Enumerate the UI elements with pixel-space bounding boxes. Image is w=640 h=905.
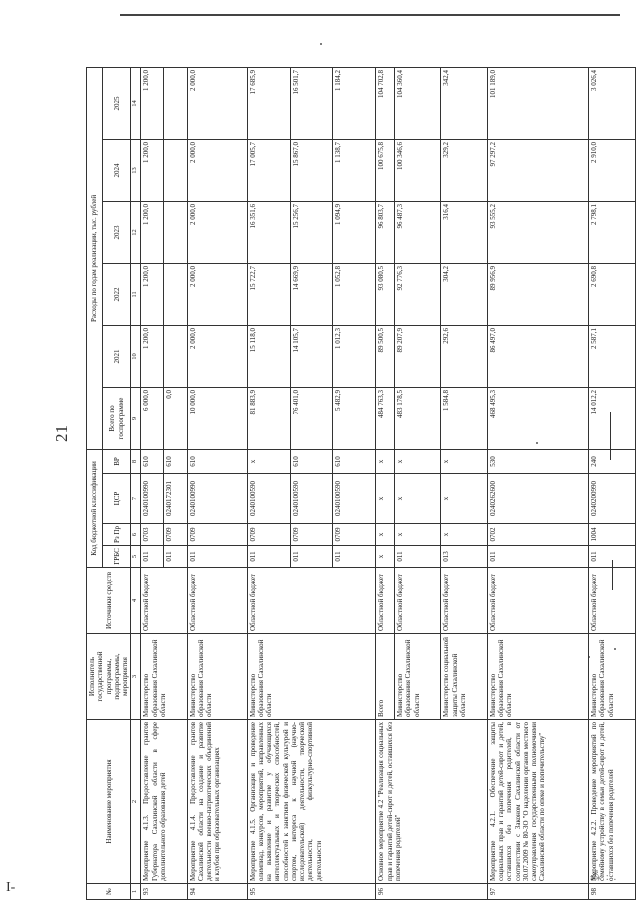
column-number: 2 (131, 720, 141, 884)
row-number: 93 (141, 884, 187, 900)
amount-2023: 1 200,0 (141, 201, 164, 263)
amount-2023: 1 094,9 (333, 201, 376, 263)
executor: Министерство социальной защиты Сахалинской области (441, 634, 487, 720)
grbs-code: 011 (395, 546, 441, 568)
amount-2025: 2 000,0 (187, 67, 247, 139)
funding-source: Областной бюджет (589, 568, 635, 634)
funding-source: Областной бюджет (376, 568, 395, 634)
amount-2024: 329,2 (441, 139, 487, 201)
rzpr-code: 0709 (164, 524, 187, 546)
executor: Всего (376, 634, 395, 720)
amount-2022: 14 669,9 (290, 263, 333, 325)
row-number: 97 (487, 884, 588, 900)
header-grbs: ГРБС (103, 546, 131, 568)
amount-2023: 96 803,7 (376, 201, 395, 263)
amount-2025: 1 200,0 (141, 67, 164, 139)
funding-source: Областной бюджет (395, 568, 441, 634)
vr-code: x (441, 449, 487, 473)
table-row (247, 67, 290, 899)
amount-2022: 93 080,5 (376, 263, 395, 325)
amount-2024: 1 200,0 (141, 139, 164, 201)
measure-name: Мероприятие 4.1.5. Организация и проведение олимпиад, конкурсов, мероприятий, направленных на выявление и развитие у обучающихся интеллектуальных и творческих способностей, способностей к занятиям физической культурой и спортом, интереса к научной (научно-исследовательской) деятельности, творческой деятельности, физкультурно-спортивной деятельности (247, 720, 376, 884)
rzpr-code: 1004 (589, 524, 635, 546)
header-no: № (87, 884, 131, 900)
executor: Министерство образования Сахалинской области (141, 634, 187, 720)
amount-2024: 2 000,0 (187, 139, 247, 201)
amount-2022: 92 776,3 (395, 263, 441, 325)
amount-2021: 1 012,3 (333, 325, 376, 387)
measure-name: Мероприятие 4.1.3. Предоставление грантов Губернатора Сахалинской области в сфере дополнительного образования детей (141, 720, 187, 884)
grbs-code: x (376, 546, 395, 568)
vr-code: x (395, 449, 441, 473)
executor: Министерство образования Сахалинской области (187, 634, 247, 720)
csr-code: x (441, 474, 487, 524)
amount-2021: 1 200,0 (141, 325, 164, 387)
header-rzpr: Рз Пр (103, 524, 131, 546)
vr-code: 610 (333, 449, 376, 473)
executor: Министерство образования Сахалинской области (487, 634, 588, 720)
column-number: 9 (131, 387, 141, 449)
csr-code: x (395, 474, 441, 524)
amount-2025: 104 360,4 (395, 67, 441, 139)
funding-source: Областной бюджет (441, 568, 487, 634)
column-number: 7 (131, 474, 141, 524)
amount-2021: 89 207,9 (395, 325, 441, 387)
total-amount: 483 178,5 (395, 387, 441, 449)
grbs-code: 011 (141, 546, 164, 568)
rzpr-code: 0709 (247, 524, 290, 546)
amount-2025: 16 501,7 (290, 67, 333, 139)
rzpr-code: x (395, 524, 441, 546)
header-vr: ВР (103, 449, 131, 473)
amount-2023: 2 798,1 (589, 201, 635, 263)
funding-source: Областной бюджет (141, 568, 187, 634)
grbs-code: 011 (290, 546, 333, 568)
rzpr-code: 0709 (187, 524, 247, 546)
amount-2022 (164, 263, 187, 325)
amount-2021: 14 105,7 (290, 325, 333, 387)
header-name: Наименование мероприятия (87, 720, 131, 884)
scan-dot (320, 43, 322, 45)
column-number: 12 (131, 201, 141, 263)
total-amount: 81 883,9 (247, 387, 290, 449)
measure-name: Основное мероприятие 4.2 "Реализация социальных прав и гарантий детей-сирот и детей, оставшихся без попечения родителей" (376, 720, 487, 884)
amount-2025 (164, 67, 187, 139)
rotated-table-container (86, 68, 622, 900)
header-executor: Исполнитель государственной программы, подпрограммы, мероприятия (87, 634, 131, 720)
amount-2025: 342,4 (441, 67, 487, 139)
amount-2023: 316,4 (441, 201, 487, 263)
column-number: 6 (131, 524, 141, 546)
csr-code: x (376, 474, 395, 524)
amount-2025: 101 189,0 (487, 67, 588, 139)
vr-code: x (247, 449, 290, 473)
total-amount: 5 482,9 (333, 387, 376, 449)
total-amount: 484 763,3 (376, 387, 395, 449)
column-number: 8 (131, 449, 141, 473)
amount-2023: 15 256,7 (290, 201, 333, 263)
funding-source: Областной бюджет (187, 568, 247, 634)
amount-2024: 15 867,0 (290, 139, 333, 201)
row-number: 94 (187, 884, 247, 900)
funding-source: Областной бюджет (247, 568, 376, 634)
amount-2021: 86 497,0 (487, 325, 588, 387)
rzpr-code: x (376, 524, 395, 546)
amount-2024: 2 910,0 (589, 139, 635, 201)
header-total: Всего по госпрограмме (103, 387, 131, 449)
csr-code: 0240200990 (589, 474, 635, 524)
amount-2023: 16 351,6 (247, 201, 290, 263)
amount-2022: 2 690,8 (589, 263, 635, 325)
grbs-code: 011 (247, 546, 290, 568)
measure-name: Мероприятие 4.1.4. Предоставление грантов Сахалинской области на создание и развитие деятельности военно-патриотических объединений и клубов при образовательных организациях (187, 720, 247, 884)
amount-2024: 100 346,6 (395, 139, 441, 201)
vr-code: 610 (164, 449, 187, 473)
total-amount: 0,0 (164, 387, 187, 449)
table-row (141, 67, 164, 899)
csr-code: 0240100590 (247, 474, 290, 524)
measure-name: Мероприятие 4.2.2. Проведение мероприятий по семейному устройству в семьи детей-сирот и детей, оставшихся без попечения родителей (589, 720, 635, 884)
header-budget-codes: Код бюджетной классификации (87, 449, 103, 567)
executor: Министерство образования Сахалинской области (589, 634, 635, 720)
header-csr: ЦСР (103, 474, 131, 524)
executor: Министерство образования Сахалинской области (247, 634, 376, 720)
header-year-2021: 2021 (103, 325, 131, 387)
csr-code: 0240100990 (187, 474, 247, 524)
rzpr-code: 0703 (141, 524, 164, 546)
amount-2023: 2 000,0 (187, 201, 247, 263)
amount-2025: 1 184,2 (333, 67, 376, 139)
column-number: 4 (131, 568, 141, 634)
header-year-2022: 2022 (103, 263, 131, 325)
column-number: 11 (131, 263, 141, 325)
amount-2021: 89 500,5 (376, 325, 395, 387)
amount-2022: 2 000,0 (187, 263, 247, 325)
amount-2021: 292,6 (441, 325, 487, 387)
amount-2023: 93 555,2 (487, 201, 588, 263)
rzpr-code: 0709 (290, 524, 333, 546)
table-row (589, 67, 635, 899)
csr-code: 0240100990 (141, 474, 164, 524)
amount-2025: 104 702,8 (376, 67, 395, 139)
budget-table (86, 67, 636, 900)
amount-2024: 100 675,8 (376, 139, 395, 201)
grbs-code: 013 (441, 546, 487, 568)
amount-2023 (164, 201, 187, 263)
vr-code: 610 (290, 449, 333, 473)
header-source: Источники средств (87, 568, 131, 634)
corner-mark: I- (6, 880, 16, 895)
amount-2025: 3 026,4 (589, 67, 635, 139)
column-number: 3 (131, 634, 141, 720)
csr-code: 0240262600 (487, 474, 588, 524)
vr-code: x (376, 449, 395, 473)
amount-2023: 96 487,3 (395, 201, 441, 263)
grbs-code: 011 (589, 546, 635, 568)
vr-code: 240 (589, 449, 635, 473)
header-year-2023: 2023 (103, 201, 131, 263)
amount-2025: 17 685,9 (247, 67, 290, 139)
funding-source: Областной бюджет (487, 568, 588, 634)
top-rule (120, 14, 620, 16)
column-number: 10 (131, 325, 141, 387)
column-number-row (131, 67, 141, 899)
header-year-2025: 2025 (103, 67, 131, 139)
header-year-2024: 2024 (103, 139, 131, 201)
rzpr-code: x (441, 524, 487, 546)
amount-2022: 1 200,0 (141, 263, 164, 325)
amount-2022: 1 052,8 (333, 263, 376, 325)
total-amount: 14 012,2 (589, 387, 635, 449)
measure-name: Мероприятие 4.2.1. Обеспечение защиты социальных прав и гарантий детей-сирот и детей, оставшихся без попечения родителей, в соответствии с Законом Сахалинской области от 30.07.2009 № 80-ЗО "О наделении органов местного самоуправления государственными полномочиями Сахалинской области по опеке и попечительству" (487, 720, 588, 884)
column-number: 5 (131, 546, 141, 568)
amount-2022: 15 722,7 (247, 263, 290, 325)
amount-2022: 304,2 (441, 263, 487, 325)
amount-2024: 97 297,2 (487, 139, 588, 201)
amount-2021 (164, 325, 187, 387)
column-number: 14 (131, 67, 141, 139)
rzpr-code: 0709 (333, 524, 376, 546)
table-row (487, 67, 588, 899)
rzpr-code: 0702 (487, 524, 588, 546)
total-amount: 10 000,0 (187, 387, 247, 449)
column-number: 13 (131, 139, 141, 201)
csr-code: 0240100590 (290, 474, 333, 524)
row-number: 95 (247, 884, 376, 900)
amount-2024: 1 138,7 (333, 139, 376, 201)
grbs-code: 011 (187, 546, 247, 568)
page-number: 21 (52, 425, 71, 442)
vr-code: 610 (187, 449, 247, 473)
csr-code: 0240100590 (333, 474, 376, 524)
scan-mark: ⁂ : . (590, 871, 618, 883)
grbs-code: 011 (487, 546, 588, 568)
total-amount: 1 584,8 (441, 387, 487, 449)
header-expenses: Расходы по годам реализации, тыс. рублей (87, 67, 103, 449)
amount-2021: 2 587,1 (589, 325, 635, 387)
total-amount: 468 495,3 (487, 387, 588, 449)
vr-code: 610 (141, 449, 164, 473)
amount-2022: 89 956,9 (487, 263, 588, 325)
grbs-code: 011 (164, 546, 187, 568)
table-row (376, 67, 395, 899)
vr-code: 530 (487, 449, 588, 473)
grbs-code: 011 (333, 546, 376, 568)
total-amount: 76 401,0 (290, 387, 333, 449)
amount-2024 (164, 139, 187, 201)
csr-code: 0240172301 (164, 474, 187, 524)
row-number: 98 (589, 884, 635, 900)
total-amount: 6 000,0 (141, 387, 164, 449)
executor: Министерство образования Сахалинской области (395, 634, 441, 720)
table-row (187, 67, 247, 899)
amount-2021: 15 118,0 (247, 325, 290, 387)
amount-2021: 2 000,0 (187, 325, 247, 387)
column-number: 1 (131, 884, 141, 900)
amount-2024: 17 005,7 (247, 139, 290, 201)
row-number: 96 (376, 884, 487, 900)
